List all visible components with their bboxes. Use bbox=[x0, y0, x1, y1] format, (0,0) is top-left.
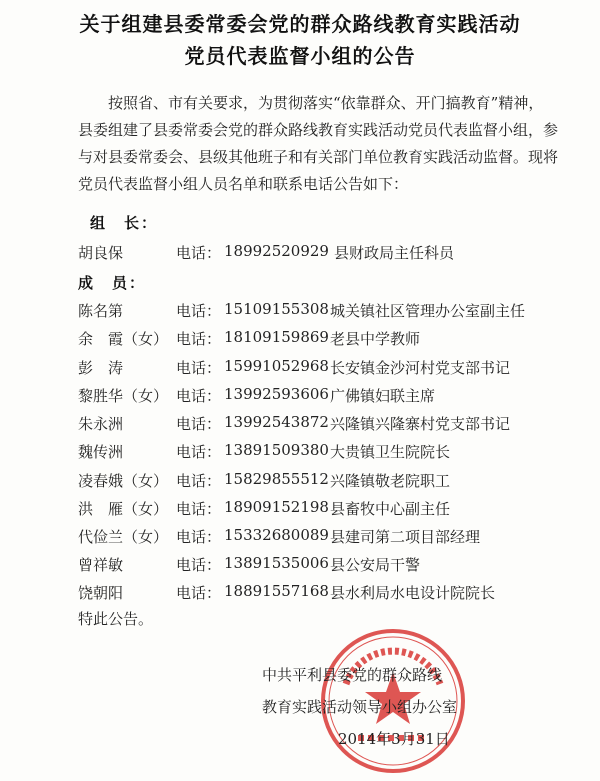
member-position: 城关镇社区管理办公室副主任 bbox=[330, 302, 526, 320]
member-name: 洪 雁（女） bbox=[78, 500, 169, 518]
member-phone: 13992593606 bbox=[224, 385, 329, 403]
member-phone: 13992543872 bbox=[224, 413, 329, 431]
member-position: 县公安局干警 bbox=[330, 556, 421, 574]
member-phone-label: 电话： bbox=[176, 528, 222, 546]
title-line-1: 关于组建县委常委会党的群众路线教育实践活动 bbox=[79, 12, 521, 36]
member-phone: 15829855512 bbox=[224, 470, 329, 488]
leader-name: 胡良保 bbox=[78, 244, 124, 262]
members-heading: 成 员： bbox=[78, 274, 147, 292]
member-phone-label: 电话： bbox=[176, 584, 222, 602]
member-phone-label: 电话： bbox=[176, 443, 222, 461]
signature-org-line-1: 中共平利县委党的群众路线 bbox=[262, 666, 443, 684]
member-name: 黎胜华（女） bbox=[78, 387, 169, 405]
member-phone: 13891509380 bbox=[224, 441, 329, 459]
member-phone-label: 电话： bbox=[176, 556, 222, 574]
member-position: 县水利局水电设计院院长 bbox=[330, 584, 496, 602]
member-position: 县畜牧中心副主任 bbox=[330, 500, 451, 518]
member-name: 凌春娥（女） bbox=[78, 472, 169, 490]
signature-date: 2014年3月31日 bbox=[338, 730, 450, 748]
member-name: 朱永洲 bbox=[78, 415, 124, 433]
member-name: 魏传洲 bbox=[78, 443, 124, 461]
member-position: 老县中学教师 bbox=[330, 330, 421, 348]
member-phone: 13891535006 bbox=[224, 554, 329, 572]
member-name: 饶朝阳 bbox=[78, 584, 124, 602]
member-position: 县建司第二项目部经理 bbox=[330, 528, 481, 546]
leader-heading: 组 长： bbox=[90, 214, 159, 232]
member-phone: 18909152198 bbox=[224, 498, 329, 516]
member-phone: 15991052968 bbox=[224, 357, 329, 375]
member-phone-label: 电话： bbox=[176, 302, 222, 320]
member-phone-label: 电话： bbox=[176, 500, 222, 518]
intro-paragraph bbox=[78, 90, 558, 198]
member-position: 兴隆镇兴隆寨村党支部书记 bbox=[330, 415, 511, 433]
member-phone-label: 电话： bbox=[176, 415, 222, 433]
member-name: 余 霞（女） bbox=[78, 330, 169, 348]
leader-position: 县财政局主任科员 bbox=[334, 244, 455, 262]
member-name: 陈名第 bbox=[78, 302, 124, 320]
intro-text: 按照省、市有关要求，为贯彻落实“依靠群众、开门搞教育”精神，县委组建了县委常委会党的群众路线教育实践活动党员代表监督小组，参与对县委常委会、县级其他班子和有关部门单位教育实践活动监督。现将党员代表监督小组人员名单和联系电话公告如下： bbox=[78, 94, 559, 193]
member-name: 曾祥敏 bbox=[78, 556, 124, 574]
member-phone-label: 电话： bbox=[176, 330, 222, 348]
member-position: 长安镇金沙河村党支部书记 bbox=[330, 359, 511, 377]
title-line-2: 党员代表监督小组的公告 bbox=[184, 44, 416, 68]
member-phone-label: 电话： bbox=[176, 359, 222, 377]
member-phone-label: 电话： bbox=[176, 472, 222, 490]
signature-org-line-2: 教育实践活动领导小组办公室 bbox=[262, 698, 458, 716]
member-position: 广佛镇妇联主席 bbox=[330, 387, 436, 405]
member-position: 兴隆镇敬老院职工 bbox=[330, 472, 451, 490]
leader-phone-label: 电话： bbox=[176, 244, 222, 262]
member-position: 大贵镇卫生院院长 bbox=[330, 443, 451, 461]
member-phone: 18109159869 bbox=[224, 328, 329, 346]
member-phone: 18891557168 bbox=[224, 582, 329, 600]
member-name: 彭 涛 bbox=[78, 359, 124, 377]
member-name: 代俭兰（女） bbox=[78, 528, 169, 546]
member-phone: 15332680089 bbox=[224, 526, 329, 544]
member-phone: 15109155308 bbox=[224, 300, 329, 318]
member-phone-label: 电话： bbox=[176, 387, 222, 405]
closing-text: 特此公告。 bbox=[78, 610, 154, 628]
leader-phone: 18992520929 bbox=[224, 242, 329, 260]
